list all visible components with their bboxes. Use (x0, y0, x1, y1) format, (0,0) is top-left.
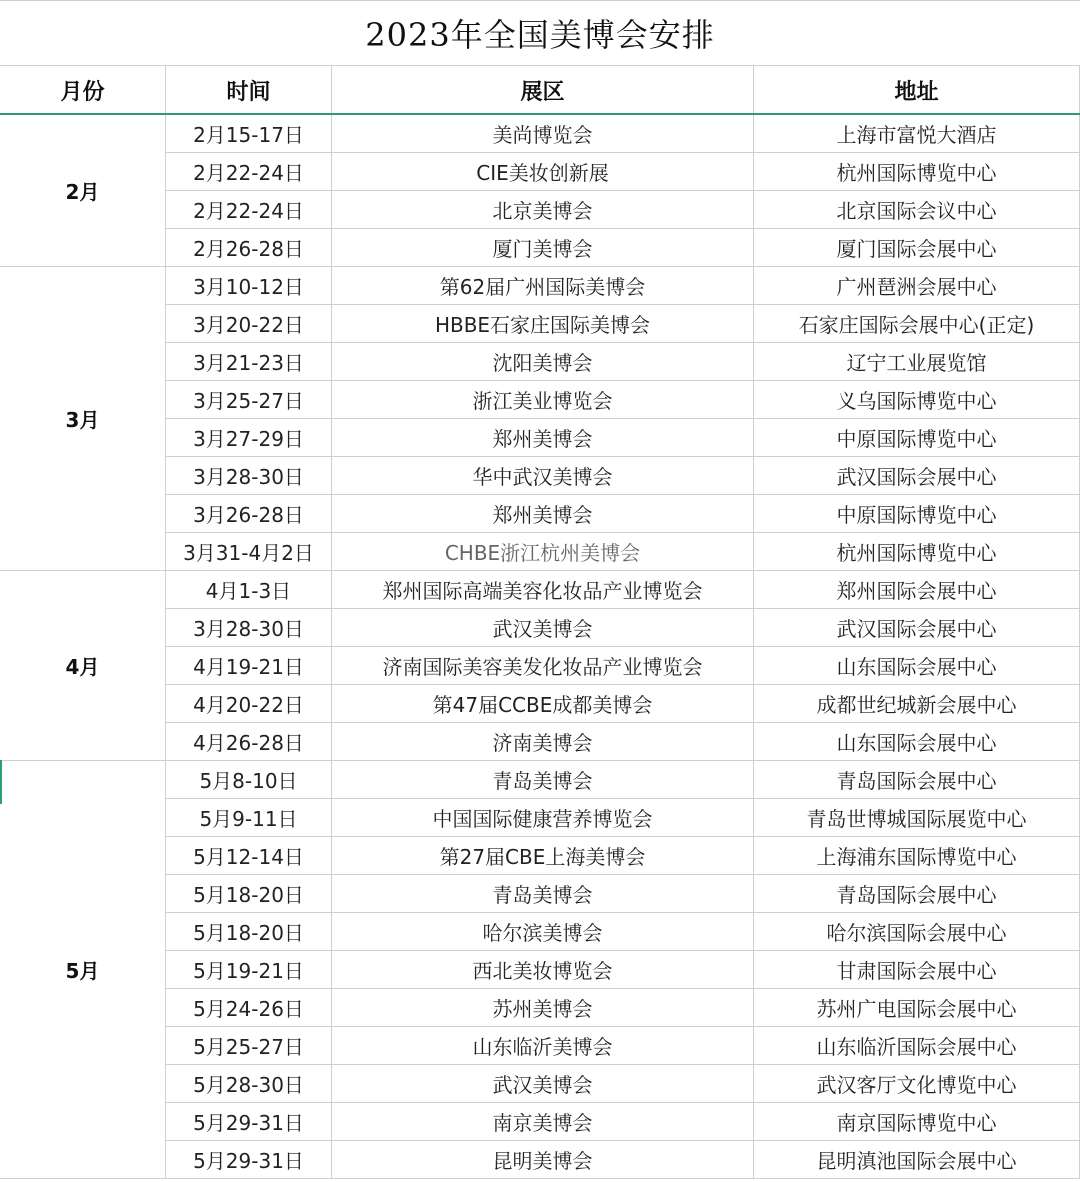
time-cell: 5月29-31日 (166, 1103, 332, 1141)
expo-cell: CHBE浙江杭州美博会 (332, 533, 754, 571)
expo-cell: 北京美博会 (332, 191, 754, 229)
expo-cell: 浙江美业博览会 (332, 381, 754, 419)
expo-cell: 武汉美博会 (332, 609, 754, 647)
table-row (166, 875, 1080, 913)
address-cell: 武汉客厅文化博览中心 (754, 1065, 1080, 1103)
address-cell: 武汉国际会展中心 (754, 457, 1080, 495)
expo-cell: 美尚博览会 (332, 115, 754, 153)
expo-cell: 郑州美博会 (332, 419, 754, 457)
expo-cell: 华中武汉美博会 (332, 457, 754, 495)
expo-cell: CIE美妆创新展 (332, 153, 754, 191)
table-row (166, 343, 1080, 381)
time-cell: 3月26-28日 (166, 495, 332, 533)
address-cell: 杭州国际博览中心 (754, 533, 1080, 571)
time-cell: 4月20-22日 (166, 685, 332, 723)
time-cell: 3月25-27日 (166, 381, 332, 419)
table-row (166, 799, 1080, 837)
time-cell: 5月8-10日 (166, 761, 332, 799)
table-row (166, 1065, 1080, 1103)
table-row (166, 533, 1080, 571)
address-cell: 北京国际会议中心 (754, 191, 1080, 229)
expo-cell: 沈阳美博会 (332, 343, 754, 381)
time-cell: 5月12-14日 (166, 837, 332, 875)
address-cell: 甘肃国际会展中心 (754, 951, 1080, 989)
expo-cell: 中国国际健康营养博览会 (332, 799, 754, 837)
table-row (166, 419, 1080, 457)
expo-cell: 厦门美博会 (332, 229, 754, 267)
month-cell: 3月 (0, 267, 166, 571)
address-cell: 青岛国际会展中心 (754, 875, 1080, 913)
time-cell: 4月26-28日 (166, 723, 332, 761)
expo-cell: 第47届CCBE成都美博会 (332, 685, 754, 723)
time-cell: 5月9-11日 (166, 799, 332, 837)
table-row (166, 761, 1080, 799)
expo-cell: 哈尔滨美博会 (332, 913, 754, 951)
time-cell: 2月22-24日 (166, 153, 332, 191)
address-cell: 辽宁工业展览馆 (754, 343, 1080, 381)
time-cell: 5月18-20日 (166, 913, 332, 951)
expo-cell: 济南国际美容美发化妆品产业博览会 (332, 647, 754, 685)
address-cell: 上海浦东国际博览中心 (754, 837, 1080, 875)
time-cell: 3月21-23日 (166, 343, 332, 381)
selection-marker (0, 760, 2, 804)
address-cell: 青岛国际会展中心 (754, 761, 1080, 799)
header-time: 时间 (166, 66, 332, 114)
expo-cell: 南京美博会 (332, 1103, 754, 1141)
table-row (166, 989, 1080, 1027)
address-cell: 昆明滇池国际会展中心 (754, 1141, 1080, 1179)
expo-cell: 青岛美博会 (332, 875, 754, 913)
time-cell: 3月10-12日 (166, 267, 332, 305)
table-row (166, 495, 1080, 533)
table-row (166, 1141, 1080, 1179)
expo-cell: 青岛美博会 (332, 761, 754, 799)
month-cell: 4月 (0, 571, 166, 761)
time-cell: 2月15-17日 (166, 115, 332, 153)
expo-cell: 济南美博会 (332, 723, 754, 761)
address-cell: 山东国际会展中心 (754, 647, 1080, 685)
table-row (166, 951, 1080, 989)
header-month: 月份 (0, 66, 166, 114)
address-cell: 哈尔滨国际会展中心 (754, 913, 1080, 951)
address-cell: 广州琶洲会展中心 (754, 267, 1080, 305)
time-cell: 2月26-28日 (166, 229, 332, 267)
address-cell: 苏州广电国际会展中心 (754, 989, 1080, 1027)
table-row (166, 229, 1080, 267)
time-cell: 3月28-30日 (166, 457, 332, 495)
expo-cell: 苏州美博会 (332, 989, 754, 1027)
table-row (166, 685, 1080, 723)
expo-cell: 山东临沂美博会 (332, 1027, 754, 1065)
time-cell: 3月20-22日 (166, 305, 332, 343)
table-row (166, 723, 1080, 761)
table-row (166, 1103, 1080, 1141)
month-cell: 5月 (0, 761, 166, 1179)
address-cell: 义乌国际博览中心 (754, 381, 1080, 419)
address-cell: 山东国际会展中心 (754, 723, 1080, 761)
table-row (166, 913, 1080, 951)
address-cell: 石家庄国际会展中心(正定) (754, 305, 1080, 343)
table-row (166, 1027, 1080, 1065)
table-row (166, 647, 1080, 685)
expo-cell: 昆明美博会 (332, 1141, 754, 1179)
table-row (166, 115, 1080, 153)
address-cell: 山东临沂国际会展中心 (754, 1027, 1080, 1065)
table-row (166, 837, 1080, 875)
time-cell: 5月24-26日 (166, 989, 332, 1027)
table-row (166, 267, 1080, 305)
expo-cell: 第62届广州国际美博会 (332, 267, 754, 305)
month-cell: 2月 (0, 115, 166, 267)
time-cell: 5月28-30日 (166, 1065, 332, 1103)
address-cell: 郑州国际会展中心 (754, 571, 1080, 609)
table-row (166, 153, 1080, 191)
expo-cell: 第27届CBE上海美博会 (332, 837, 754, 875)
expo-cell: HBBE石家庄国际美博会 (332, 305, 754, 343)
header-address: 地址 (754, 66, 1080, 114)
header-expo: 展区 (332, 66, 754, 114)
address-cell: 青岛世博城国际展览中心 (754, 799, 1080, 837)
time-cell: 5月18-20日 (166, 875, 332, 913)
address-cell: 武汉国际会展中心 (754, 609, 1080, 647)
time-cell: 5月29-31日 (166, 1141, 332, 1179)
time-cell: 5月19-21日 (166, 951, 332, 989)
address-cell: 成都世纪城新会展中心 (754, 685, 1080, 723)
expo-cell: 郑州美博会 (332, 495, 754, 533)
sheet-title: 2023年全国美博会安排 (0, 0, 1080, 66)
table-row (166, 571, 1080, 609)
time-cell: 4月19-21日 (166, 647, 332, 685)
expo-cell: 郑州国际高端美容化妆品产业博览会 (332, 571, 754, 609)
table-row (166, 457, 1080, 495)
address-cell: 中原国际博览中心 (754, 419, 1080, 457)
time-cell: 2月22-24日 (166, 191, 332, 229)
address-cell: 中原国际博览中心 (754, 495, 1080, 533)
table-row (166, 191, 1080, 229)
address-cell: 杭州国际博览中心 (754, 153, 1080, 191)
table-row (166, 609, 1080, 647)
time-cell: 3月27-29日 (166, 419, 332, 457)
time-cell: 3月28-30日 (166, 609, 332, 647)
address-cell: 厦门国际会展中心 (754, 229, 1080, 267)
time-cell: 4月1-3日 (166, 571, 332, 609)
expo-cell: 武汉美博会 (332, 1065, 754, 1103)
table-row (166, 381, 1080, 419)
address-cell: 上海市富悦大酒店 (754, 115, 1080, 153)
time-cell: 5月25-27日 (166, 1027, 332, 1065)
time-cell: 3月31-4月2日 (166, 533, 332, 571)
address-cell: 南京国际博览中心 (754, 1103, 1080, 1141)
expo-cell: 西北美妆博览会 (332, 951, 754, 989)
table-row (166, 305, 1080, 343)
